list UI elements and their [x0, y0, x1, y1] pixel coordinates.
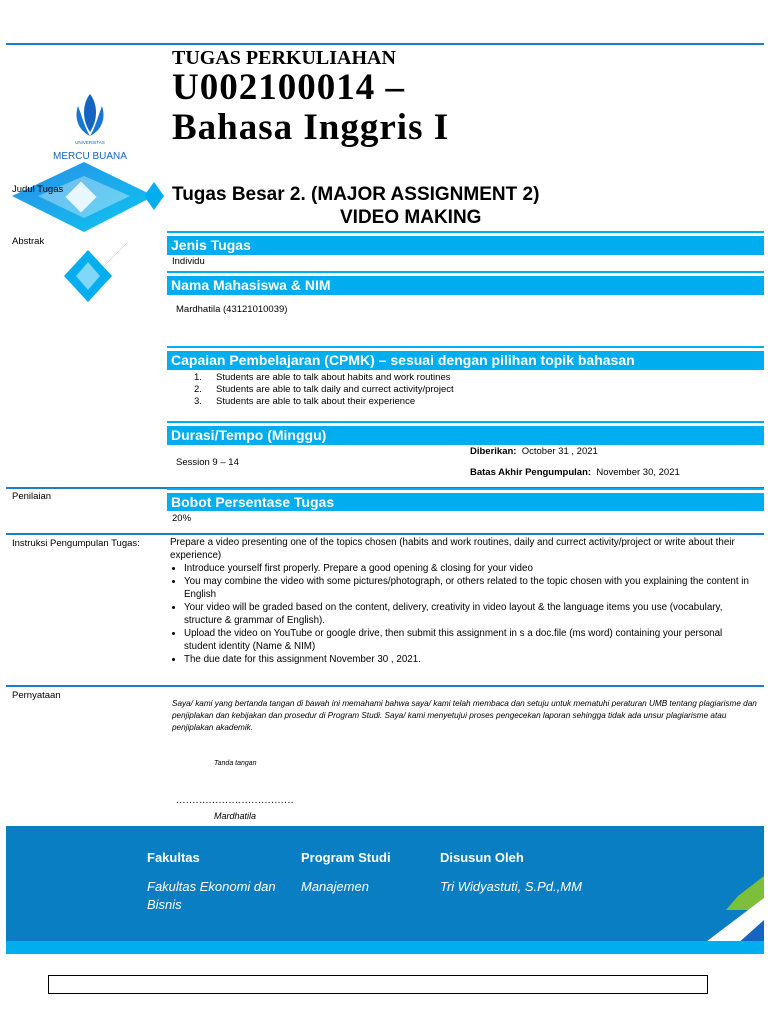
assignment-subtitle: VIDEO MAKING — [340, 207, 482, 228]
batas-row: Batas Akhir Pengumpulan: November 30, 2021 — [470, 467, 680, 478]
footer-penyusun-value: Tri Widyastuti, S.Pd.,MM — [440, 879, 582, 894]
rule-pernyataan — [6, 685, 764, 687]
tanda-tangan-label: Tanda tangan — [214, 760, 257, 767]
footer-prodi-label: Program Studi — [301, 850, 391, 865]
list-item: • Upload the video on YouTube or google drive, then submit this assignment in s a doc.file (ms word) containing your personal student identity (Name & NIM) — [184, 627, 750, 653]
jenis-tugas-value: Individu — [172, 256, 205, 267]
logo-text-bottom: MERCU BUANA — [53, 151, 127, 162]
footer-prodi-value: Manajemen — [301, 879, 369, 894]
university-logo-graphic — [4, 86, 166, 316]
assignment-title: Tugas Besar 2. (MAJOR ASSIGNMENT 2) — [172, 184, 540, 205]
mercu-buana-logo-icon — [77, 94, 104, 136]
list-item: • You may combine the video with some pictures/photograph, or others related to the topic chosen with you explaining the content in English — [184, 575, 750, 601]
instruksi-block — [170, 536, 750, 666]
footer-fakultas-value: Fakultas Ekonomi dan Bisnis — [147, 879, 276, 912]
footer-penyusun-label: Disusun Oleh — [440, 850, 524, 865]
course-name: Bahasa Inggris I — [172, 107, 450, 148]
instruksi-list — [170, 562, 750, 666]
doc-kind: TUGAS PERKULIAHAN — [172, 47, 396, 69]
section-cpmk: Capaian Pembelajaran (CPMK) – sesuai dengan pilihan topik bahasan — [167, 351, 764, 370]
session-value: Session 9 – 14 — [176, 457, 239, 468]
signature-line: .................................... — [176, 795, 295, 806]
bottom-box — [48, 975, 708, 994]
logo-text-top: UNIVERSITAS — [75, 140, 105, 145]
section-jenis-tugas: Jenis Tugas — [167, 236, 764, 255]
list-item: • The due date for this assignment November 30 , 2021. — [184, 653, 750, 666]
list-item: 1. Students are able to talk about habits and work routines — [194, 372, 451, 383]
cpmk-list — [168, 372, 758, 408]
footer-band — [6, 826, 764, 954]
list-item: 3. Students are able to talk about their experience — [194, 396, 416, 407]
label-pernyataan: Pernyataan — [12, 690, 61, 701]
top-rule — [6, 43, 764, 45]
list-item: 2. Students are able to talk daily and currect activity/project — [194, 384, 454, 395]
diberikan-row: Diberikan: October 31 , 2021 — [470, 446, 598, 457]
footer-fakultas-label: Fakultas — [147, 850, 200, 865]
list-item: • Your video will be graded based on the content, delivery, creativity in video layout & the language items you use (vocabulary, structure & grammar of English). — [184, 601, 750, 627]
pernyataan-text: Saya/ kami yang bertanda tangan di bawah ini memahami bahwa saya/ kami telah membaca dan setuju untuk mematuhi peraturan UMB tentang plagiarisme dan penjiplakan dan kebijakan dan prosedur di Program Studi. Saya/ kami menyetujui proses pengecekan laporan sehingga tidak ada unsur plagiarisme atau penjiplakan akademik. — [172, 699, 757, 732]
label-instruksi: Instruksi Pengumpulan Tugas: — [12, 538, 140, 549]
nama-mahasiswa-value: Mardhatila (43121010039) — [176, 304, 288, 315]
section-durasi: Durasi/Tempo (Minggu) — [167, 426, 764, 445]
section-nama-mahasiswa: Nama Mahasiswa & NIM — [167, 276, 764, 295]
course-code: U002100014 – — [172, 67, 405, 108]
label-abstrak: Abstrak — [12, 236, 45, 247]
rule-instruksi — [6, 533, 764, 535]
instruksi-intro: Prepare a video presenting one of the topics chosen (habits and work routines, daily and currect activity/project or write about their experience) — [170, 537, 735, 561]
label-penilaian: Penilaian — [12, 491, 52, 502]
footer-stripe — [6, 941, 764, 954]
label-judul-tugas: Judul Tugas — [12, 184, 64, 195]
bobot-value: 20% — [172, 513, 192, 524]
signer-name: Mardhatila — [214, 811, 257, 821]
list-item: • Introduce yourself first properly. Prepare a good opening & closing for your video — [184, 562, 750, 575]
section-bobot: Bobot Persentase Tugas — [167, 493, 764, 511]
